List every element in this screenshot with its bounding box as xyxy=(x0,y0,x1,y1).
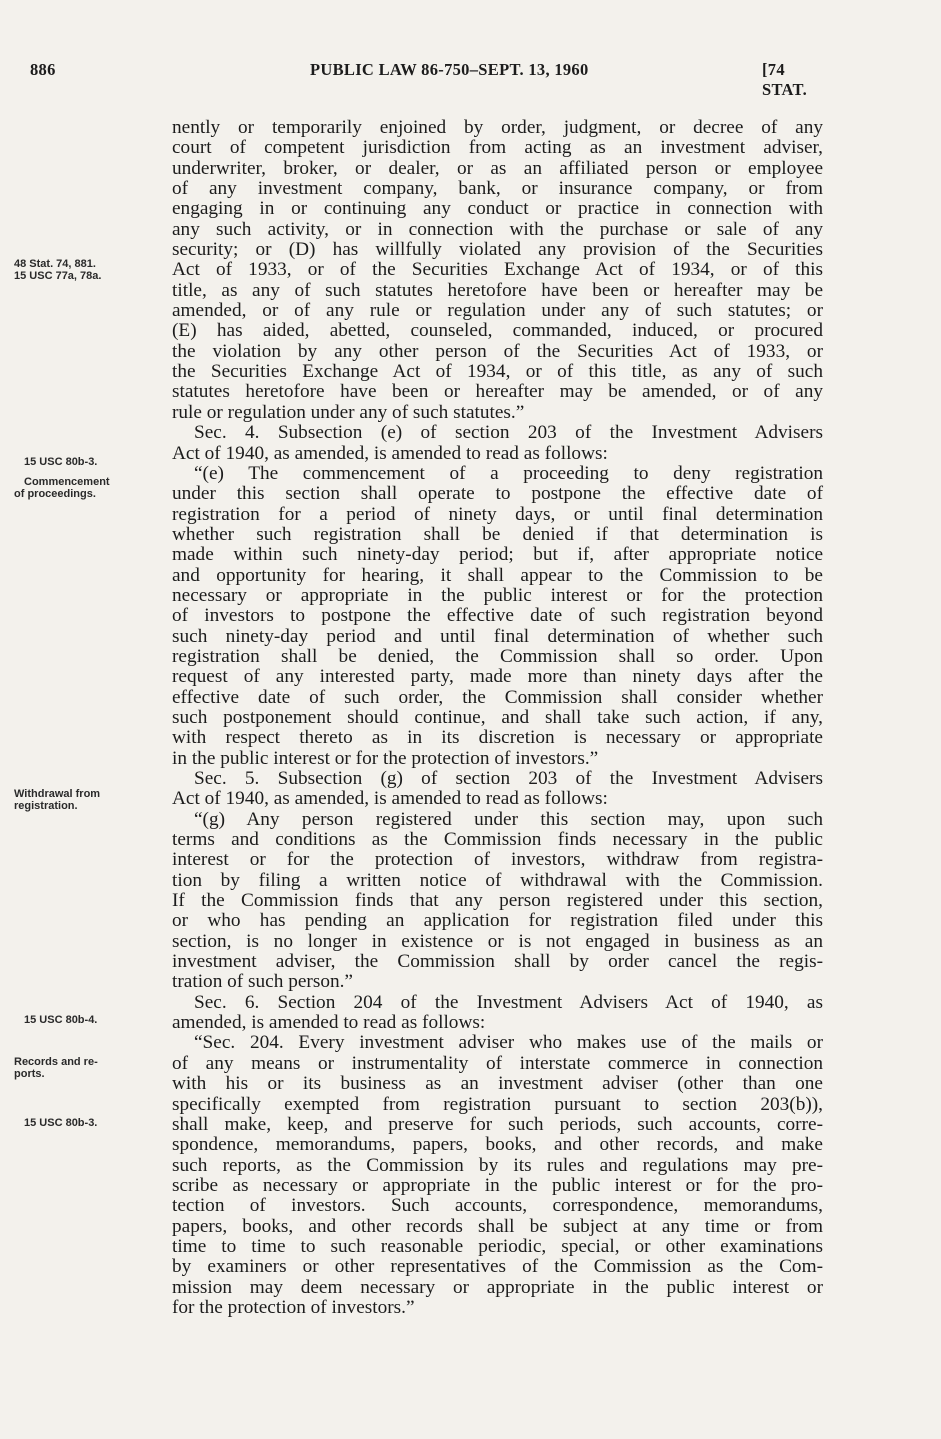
text-line: effective date of such order, the Commission shall consider whether xyxy=(172,686,823,708)
text-line: amended, is amended to read as follows: xyxy=(172,1012,486,1034)
text-line: or who has pending an application for registration filed under this xyxy=(172,910,823,932)
margin-note-usc-80b-4 xyxy=(14,1014,166,1026)
text-line: interest or for the protection of investors, withdraw from registra- xyxy=(172,849,823,871)
text-line: statutes heretofore have been or hereafter may be amended, or of any xyxy=(172,381,823,403)
text-line: specifically exempted from registration pursuant to section 203(b)), xyxy=(172,1093,823,1115)
text-line: mission may deem necessary or appropriate in the public interest or xyxy=(172,1276,823,1298)
text-line: with his or its business as an investment adviser (other than one xyxy=(172,1073,823,1095)
running-title: PUBLIC LAW 86-750–SEPT. 13, 1960 xyxy=(310,60,589,79)
text-line: “(e) The commencement of a proceeding to deny registration xyxy=(194,462,823,484)
text-line: time to time to such reasonable periodic, special, or other examinations xyxy=(172,1235,823,1257)
text-line: Act of 1940, as amended, is amended to read as follows: xyxy=(172,442,608,464)
text-line: necessary or appropriate in the public interest or for the protection xyxy=(172,584,823,606)
text-line: the violation by any other person of the Securities Act of 1933, or xyxy=(172,340,823,362)
text-line: shall make, keep, and preserve for such periods, such accounts, corre- xyxy=(172,1113,823,1135)
text-line: section, is no longer in existence or is not engaged in business as an xyxy=(172,930,823,952)
text-line: such postponement should continue, and shall take such action, if any, xyxy=(172,706,823,728)
text-line: tection of investors. Such accounts, correspondence, memorandums, xyxy=(172,1195,823,1217)
text-line: papers, books, and other records shall be subject at any time or from xyxy=(172,1215,823,1237)
text-line: with respect thereto as in its discretion is necessary or appropriate xyxy=(172,727,823,749)
text-line: title, as any of such statutes heretofore have been or hereafter may be xyxy=(172,279,823,301)
text-line: (E) has aided, abetted, counseled, commanded, induced, or procured xyxy=(172,320,823,342)
page-number: 886 xyxy=(30,60,56,79)
margin-note-line: registration. xyxy=(14,800,78,812)
section-heading-line: Sec. 4. Subsection (e) of section 203 of the Investment Advisers xyxy=(194,422,823,444)
text-line: in the public interest or for the protection of investors.” xyxy=(172,747,599,769)
text-line: spondence, memorandums, papers, books, and other records, and make xyxy=(172,1134,823,1156)
text-line: of any investment company, bank, or insurance company, or from xyxy=(172,178,823,200)
text-line: rule or regulation under any of such statutes.” xyxy=(172,401,525,423)
margin-note-usc-80b-3-second xyxy=(14,1117,166,1129)
text-line: tration of such person.” xyxy=(172,971,353,993)
margin-note-withdrawal xyxy=(14,788,166,812)
text-line: the Securities Exchange Act of 1934, or of this title, as any of such xyxy=(172,361,823,383)
text-line: by examiners or other representatives of the Commission as the Com- xyxy=(172,1256,823,1278)
text-line: and opportunity for hearing, it shall appear to the Commission to be xyxy=(172,564,823,586)
margin-note-commencement xyxy=(14,476,166,500)
text-line: “Sec. 204. Every investment adviser who makes use of the mails or xyxy=(194,1032,823,1054)
text-line: request of any interested party, made more than ninety days after the xyxy=(172,666,823,688)
text-line: investment adviser, the Commission shall by order cancel the regis- xyxy=(172,951,823,973)
text-line: nently or temporarily enjoined by order, judgment, or decree of any xyxy=(172,117,823,138)
text-line: tion by filing a written notice of withdrawal with the Commission. xyxy=(172,869,823,891)
margin-note-line: 48 Stat. 74, 881. xyxy=(14,258,96,270)
text-line: amended, or of any rule or regulation under any of such statutes; or xyxy=(172,300,823,322)
text-line: Act of 1940, as amended, is amended to read as follows: xyxy=(172,788,608,810)
text-line: such reports, as the Commission by its rules and regulations may pre- xyxy=(172,1154,823,1176)
text-line: terms and conditions as the Commission finds necessary in the public xyxy=(172,829,823,851)
text-line: scribe as necessary or appropriate in the public interest or for the pro- xyxy=(172,1174,823,1196)
margin-note-line: Records and re- xyxy=(14,1056,98,1068)
text-line: any such activity, or in connection with the purchase or sale of any xyxy=(172,218,823,240)
text-line: security; or (D) has willfully violated any provision of the Securities xyxy=(172,239,823,261)
text-line: for the protection of investors.” xyxy=(172,1296,415,1318)
text-line: registration shall be denied, the Commission shall so order. Upon xyxy=(172,645,823,667)
text-line: underwriter, broker, or dealer, or as an affiliated person or employee xyxy=(172,157,823,179)
text-line: Act of 1933, or of the Securities Exchange Act of 1934, or of this xyxy=(172,259,823,281)
text-line: engaging in or continuing any conduct or practice in connection with xyxy=(172,198,823,220)
margin-note-statute-cite xyxy=(14,258,166,282)
margin-note-records xyxy=(14,1056,166,1080)
statute-reference: [74 STAT. xyxy=(762,60,808,99)
margin-note-usc-80b-3 xyxy=(14,456,166,468)
section-heading-line: Sec. 5. Subsection (g) of section 203 of the Investment Advisers xyxy=(194,768,823,789)
text-line: of any means or instrumentality of interstate commerce in connection xyxy=(172,1052,823,1074)
margin-note-line: 15 USC 80b-3. xyxy=(24,1117,98,1129)
text-line: such ninety-day period and until final determination of whether such xyxy=(172,625,823,647)
margin-note-line: 15 USC 77a, 78a. xyxy=(14,270,102,282)
margin-note-line: Withdrawal from xyxy=(14,788,101,800)
text-line: If the Commission finds that any person registered under this section, xyxy=(172,890,823,912)
text-line: “(g) Any person registered under this section may, upon such xyxy=(194,808,823,830)
body-text xyxy=(172,118,823,1318)
margin-note-line: ports. xyxy=(14,1068,45,1080)
text-line: registration for a period of ninety days, or until final determination xyxy=(172,503,823,525)
margin-note-line: Commencement xyxy=(24,476,110,488)
text-line: whether such registration shall be denied if that determination is xyxy=(172,523,823,545)
page-header xyxy=(30,60,830,99)
text-line: made within such ninety-day period; but if, after appropriate notice xyxy=(172,544,823,566)
text-line: of investors to postpone the effective date of such registration beyond xyxy=(172,605,823,627)
margin-note-line: of proceedings. xyxy=(14,488,96,500)
margin-note-line: 15 USC 80b-3. xyxy=(24,456,98,468)
section-heading-line: Sec. 6. Section 204 of the Investment Advisers Act of 1940, as xyxy=(194,991,823,1013)
margin-note-line: 15 USC 80b-4. xyxy=(24,1014,98,1026)
text-line: court of competent jurisdiction from acting as an investment adviser, xyxy=(172,137,823,159)
text-line: under this section shall operate to postpone the effective date of xyxy=(172,483,823,505)
